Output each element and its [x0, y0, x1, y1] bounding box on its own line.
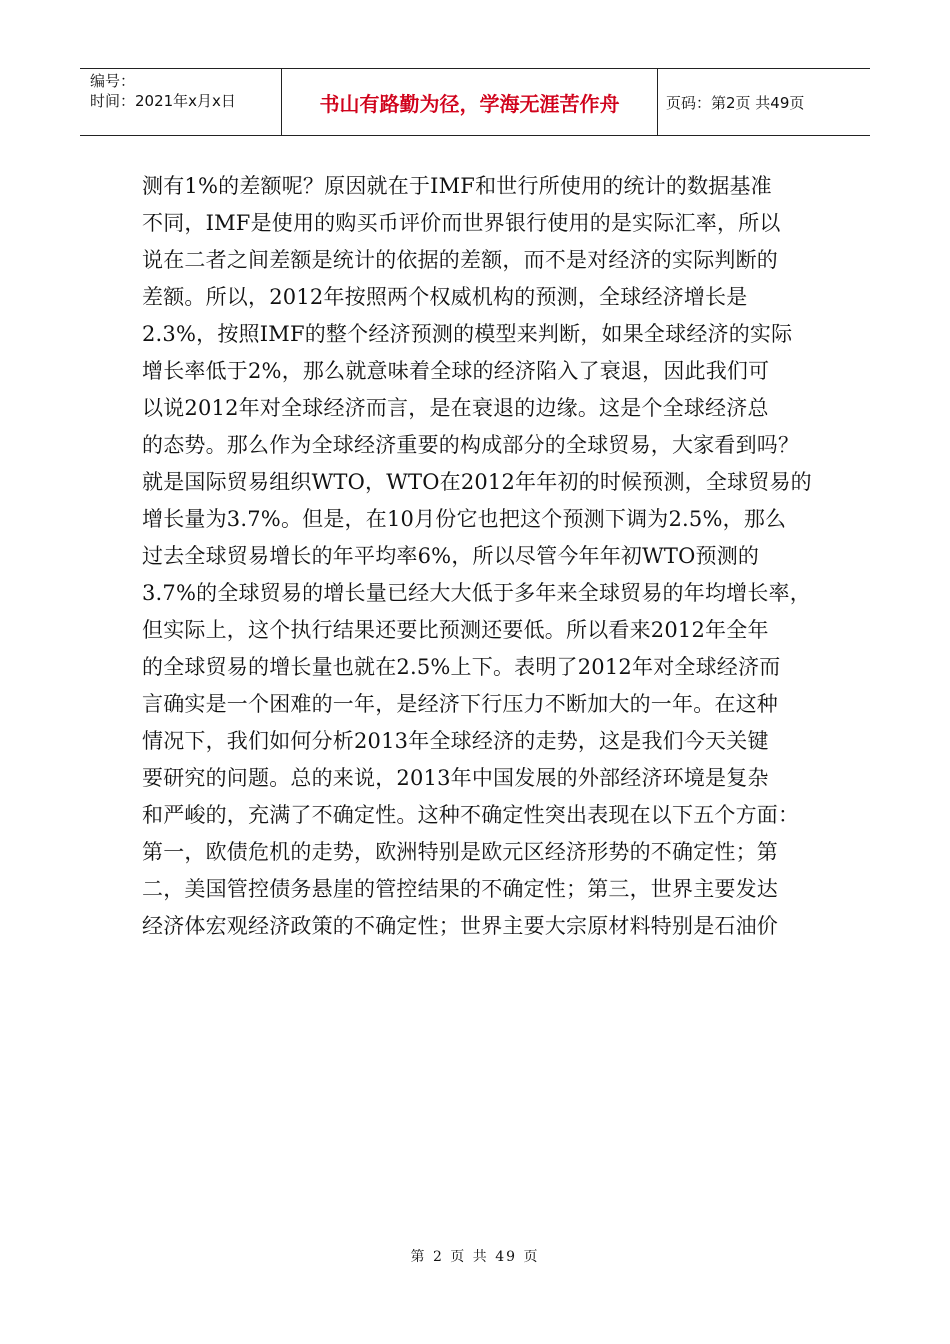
text-line: 和严峻的，充满了不确定性。这种不确定性突出表现在以下五个方面：	[142, 803, 800, 827]
text-line: 情况下，我们如何分析2013年全球经济的走势，这是我们今天关键	[142, 729, 769, 753]
text-line: 言确实是一个困难的一年，是经济下行压力不断加大的一年。在这种	[142, 692, 778, 716]
text-line: 的全球贸易的增长量也就在2.5%上下。表明了2012年对全球经济而	[142, 655, 781, 679]
text-line: 二，美国管控债务悬崖的管控结果的不确定性；第三，世界主要发达	[142, 877, 778, 901]
text-line: 增长率低于2%，那么就意味着全球的经济陷入了衰退，因此我们可	[142, 359, 770, 383]
text-line: 增长量为3.7%。但是，在10月份它也把这个预测下调为2.5%，那么	[142, 507, 787, 531]
text-line: 2.3%，按照IMF的整个经济预测的模型来判断，如果全球经济的实际	[142, 322, 793, 346]
document-body	[142, 168, 814, 945]
time-label: 时间：2021年x月x日	[90, 92, 236, 110]
text-line: 经济体宏观经济政策的不确定性；世界主要大宗原材料特别是石油价	[142, 914, 778, 938]
text-line: 测有1%的差额呢？原因就在于IMF和世行所使用的统计的数据基准	[142, 174, 772, 198]
number-label: 编号：	[90, 72, 136, 90]
text-line: 的态势。那么作为全球经济重要的构成部分的全球贸易，大家看到吗？	[142, 433, 800, 457]
text-line: 3.7%的全球贸易的增长量已经大大低于多年来全球贸易的年均增长率，	[142, 581, 811, 605]
page-footer: 第 2 页 共 49 页	[410, 1249, 540, 1265]
header-meta	[80, 69, 282, 135]
text-line: 第一，欧债危机的走势，欧洲特别是欧元区经济形势的不确定性；第	[142, 840, 778, 864]
header-page-info: 页码：第2页 共49页	[666, 93, 805, 112]
text-line: 不同，IMF是使用的购买币评价而世界银行使用的是实际汇率，所以	[142, 211, 781, 235]
header-motto: 书山有路勤为径，学海无涯苦作舟	[282, 69, 658, 135]
text-line: 要研究的问题。总的来说，2013年中国发展的外部经济环境是复杂	[142, 766, 769, 790]
text-line: 但实际上，这个执行结果还要比预测还要低。所以看来2012年全年	[142, 618, 769, 642]
text-line: 差额。所以，2012年按照两个权威机构的预测，全球经济增长是	[142, 285, 748, 309]
page-header	[80, 68, 870, 136]
text-line: 就是国际贸易组织WTO，WTO在2012年年初的时候预测，全球贸易的	[142, 470, 812, 494]
text-line: 以说2012年对全球经济而言，是在衰退的边缘。这是个全球经济总	[142, 396, 769, 420]
text-line: 过去全球贸易增长的年平均率6%，所以尽管今年年初WTO预测的	[142, 544, 760, 568]
text-line: 说在二者之间差额是统计的依据的差额，而不是对经济的实际判断的	[142, 248, 778, 272]
